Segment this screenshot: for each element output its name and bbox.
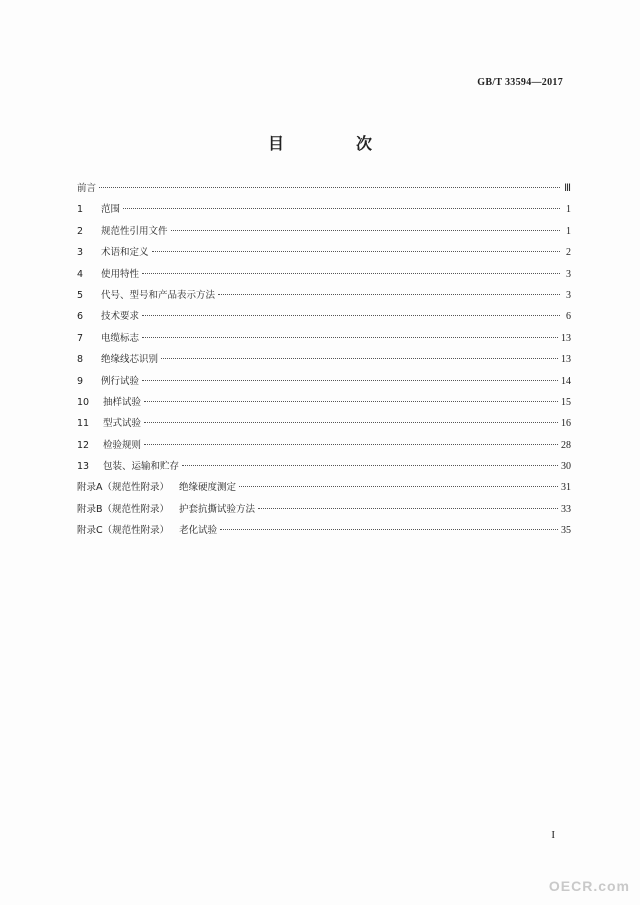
toc-entry[interactable] xyxy=(77,223,571,244)
toc-entry-label: 使用特性 xyxy=(101,268,140,280)
toc-entry-number: 3 xyxy=(77,247,84,259)
toc-entry-page: 1 xyxy=(566,225,571,237)
toc-entry[interactable] xyxy=(77,437,571,458)
toc-entry-label: 包装、运输和贮存 xyxy=(103,461,180,473)
toc-entry[interactable] xyxy=(77,308,571,329)
toc-entry-label: 检验规则 xyxy=(103,439,142,451)
toc-appendix-entry[interactable] xyxy=(77,522,571,543)
dot-leader xyxy=(142,315,560,316)
toc-entry-page: 31 xyxy=(561,482,571,494)
standard-code: GB/T 33594—2017 xyxy=(477,77,563,88)
toc-entry-page: Ⅲ xyxy=(564,183,571,194)
toc-entry[interactable] xyxy=(77,180,571,201)
watermark: OECR.com xyxy=(548,878,630,894)
toc-entry-label: 绝缘线芯识别 xyxy=(101,354,159,366)
page-title: 目 次 xyxy=(267,134,400,153)
toc-entry-label: 术语和定义 xyxy=(101,247,149,259)
toc-appendix-entry[interactable] xyxy=(77,479,571,500)
dot-leader xyxy=(161,358,558,359)
toc-entry-number: 10 xyxy=(77,396,90,408)
table-of-contents xyxy=(77,180,571,544)
toc-entry[interactable] xyxy=(77,458,571,479)
toc-entry-label: 规范性引用文件 xyxy=(101,225,168,237)
toc-entry-page: 15 xyxy=(561,396,571,408)
toc-entry[interactable] xyxy=(77,351,571,372)
dot-leader xyxy=(182,465,558,466)
dot-leader xyxy=(258,508,558,509)
dot-leader xyxy=(123,208,560,209)
toc-entry-number: 9 xyxy=(77,375,84,387)
dot-leader xyxy=(144,444,558,445)
toc-entry-label: 范围 xyxy=(101,204,121,216)
page-number: I xyxy=(551,829,555,841)
toc-entry-label: 护套抗撕试验方法 xyxy=(179,503,256,515)
dot-leader xyxy=(144,401,558,402)
dot-leader xyxy=(220,529,558,530)
toc-entry-number: 7 xyxy=(77,332,84,344)
toc-entry-page: 2 xyxy=(566,247,571,259)
toc-entry-label: 技术要求 xyxy=(101,311,140,323)
toc-entry-page: 6 xyxy=(566,311,571,323)
toc-entry[interactable] xyxy=(77,330,571,351)
toc-entry-label: 型式试验 xyxy=(103,418,142,430)
toc-entry-number: 11 xyxy=(77,418,90,430)
toc-entry-page: 13 xyxy=(561,332,571,344)
dot-leader xyxy=(144,422,558,423)
appendix-prefix: 附录C（规范性附录） xyxy=(77,525,170,537)
toc-entry-number: 1 xyxy=(77,204,84,216)
dot-leader xyxy=(171,230,560,231)
toc-entry-number: 2 xyxy=(77,225,84,237)
toc-entry-number: 8 xyxy=(77,354,84,366)
dot-leader xyxy=(239,486,558,487)
toc-entry-page: 16 xyxy=(561,418,571,430)
toc-entry[interactable] xyxy=(77,201,571,222)
toc-entry-label: 前言 xyxy=(77,183,97,194)
toc-entry-number: 5 xyxy=(77,289,84,301)
toc-entry[interactable] xyxy=(77,373,571,394)
dot-leader xyxy=(218,294,560,295)
toc-entry[interactable] xyxy=(77,394,571,415)
toc-entry-number: 4 xyxy=(77,268,84,280)
toc-entry-page: 13 xyxy=(561,354,571,366)
toc-entry-number: 12 xyxy=(77,439,90,451)
appendix-prefix: 附录A（规范性附录） xyxy=(77,482,169,494)
toc-entry-page: 3 xyxy=(566,268,571,280)
toc-entry-page: 14 xyxy=(561,375,571,387)
toc-entry-label: 代号、型号和产品表示方法 xyxy=(101,289,216,301)
toc-entry-label: 例行试验 xyxy=(101,375,140,387)
toc-entry-number: 6 xyxy=(77,311,84,323)
toc-entry-page: 3 xyxy=(566,289,571,301)
toc-entry-page: 35 xyxy=(561,525,571,537)
toc-entry-page: 33 xyxy=(561,503,571,515)
toc-entry[interactable] xyxy=(77,415,571,436)
toc-entry-label: 抽样试验 xyxy=(103,396,142,408)
toc-entry-number: 13 xyxy=(77,461,90,473)
appendix-prefix: 附录B（规范性附录） xyxy=(77,503,170,515)
toc-entry-page: 28 xyxy=(561,439,571,451)
toc-appendix-entry[interactable] xyxy=(77,501,571,522)
toc-entry-label: 电缆标志 xyxy=(101,332,140,344)
dot-leader xyxy=(152,251,560,252)
toc-entry-page: 1 xyxy=(566,204,571,216)
toc-entry[interactable] xyxy=(77,244,571,265)
dot-leader xyxy=(142,380,558,381)
dot-leader xyxy=(142,273,560,274)
toc-entry[interactable] xyxy=(77,266,571,287)
dot-leader xyxy=(99,187,560,188)
toc-entry[interactable] xyxy=(77,287,571,308)
toc-entry-label: 绝缘硬度测定 xyxy=(179,482,237,494)
dot-leader xyxy=(142,337,558,338)
toc-entry-label: 老化试验 xyxy=(179,525,218,537)
toc-entry-page: 30 xyxy=(561,461,571,473)
